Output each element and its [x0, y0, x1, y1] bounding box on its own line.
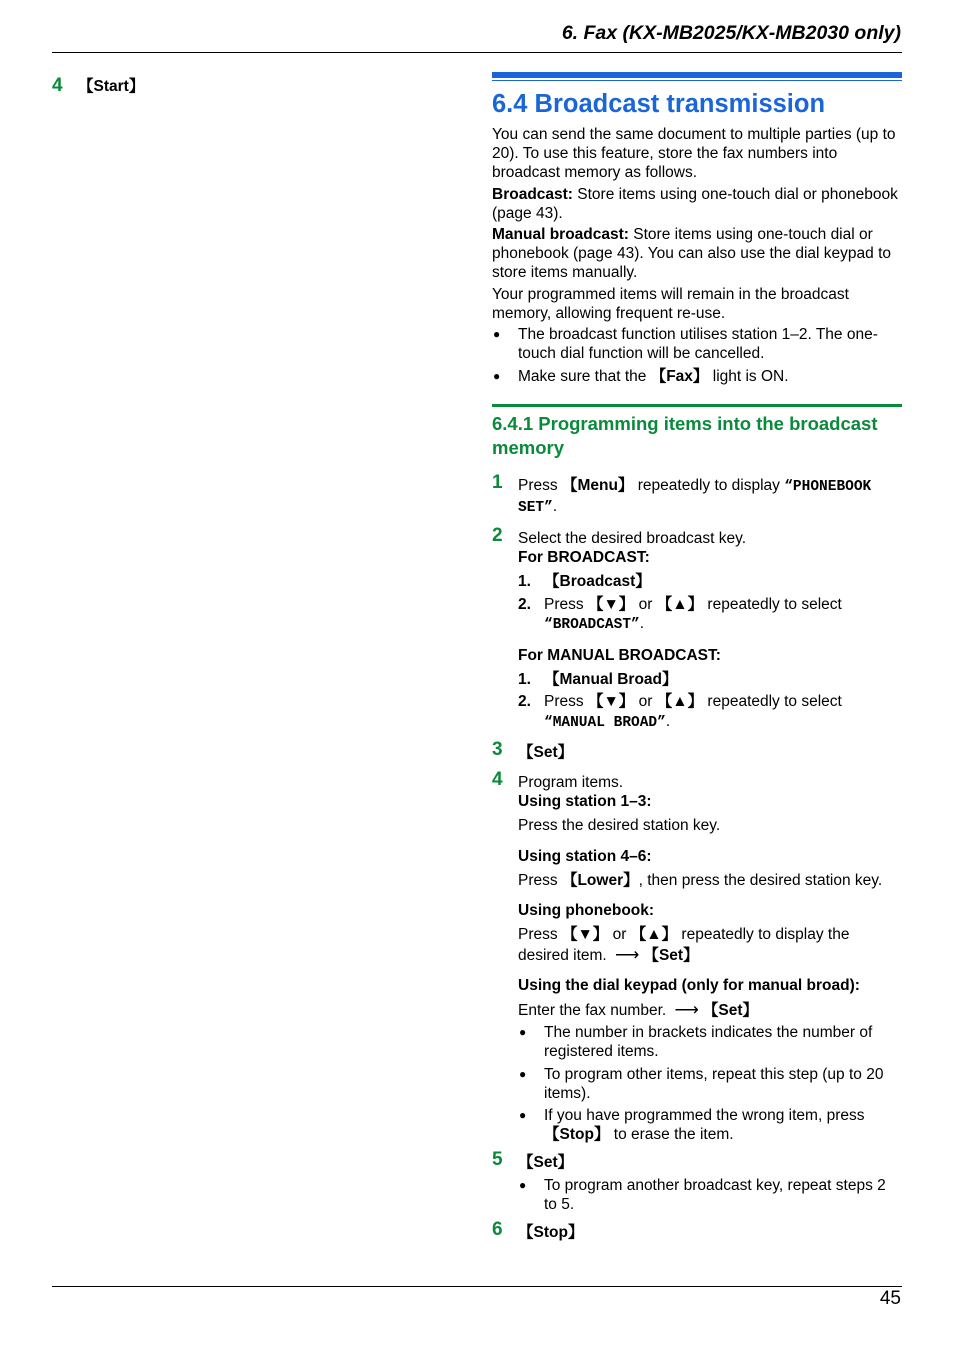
- step-number: 6: [492, 1218, 503, 1240]
- station-1-3-heading: Using station 1–3:: [518, 793, 652, 811]
- step-number: 2: [492, 525, 503, 547]
- start-key: 【 Start 】: [78, 78, 144, 95]
- section-title: 6.4 Broadcast transmission: [492, 90, 826, 118]
- set-key: 【 Set 】: [518, 1154, 573, 1171]
- step-number: 4: [52, 75, 63, 96]
- intro-paragraph: You can send the same document to multiple parties (up to 20). To use this feature, store the fax numbers into broadcast memory as follows.: [492, 126, 896, 182]
- section-bar-thin: [492, 80, 902, 81]
- set-key: 【 Set 】: [703, 1002, 758, 1019]
- manual-substep-1: 1. 【 Manual Broad 】: [518, 670, 902, 689]
- broadcast-text: Store items using one-touch dial or phonebook (page 43).: [492, 185, 898, 222]
- step-4: 4 Program items. Using station 1–3: Press the desired station key. Using station 4–6: Press 【 Lower 】 , then press the desired station key. Using phonebook: Press 【 ▼ 】 or 【 ▲ 】 repeatedly to display the desired item. ⟶【 Set 】 Using the dial keypad (only for manual broad): Enter the fax number. ⟶【 Set 】 ● The number in brackets indicates the number of registered items. ● To program other items, repeat this step (up to 20 items). ● If you have programmed the wrong item, press 【 Stop 】 to erase the item.: [492, 773, 902, 1144]
- step-number: 3: [492, 738, 503, 760]
- left-step-4: [52, 74, 144, 97]
- manual-substep-2: 2. Press 【 ▼ 】 or 【 ▲ 】 repeatedly to select “MANUAL BROAD”.: [518, 692, 902, 732]
- right-column: [492, 72, 902, 1242]
- step-3: [492, 738, 902, 762]
- stop-key: 【 Stop 】: [544, 1126, 609, 1143]
- header-rule: [52, 52, 902, 53]
- down-key: 【 ▼ 】: [588, 693, 634, 710]
- remain-paragraph: Your programmed items will remain in the broadcast memory, allowing frequent re-use.: [492, 285, 849, 322]
- manual-text: Store items using one-touch dial or phonebook (page 43). You can also use the dial keypad to store items manually.: [492, 226, 892, 282]
- note-bullet: ● The broadcast function utilises station 1–2. The one-touch dial function will be cancelled.: [492, 325, 902, 363]
- stop-key: 【 Stop 】: [518, 1224, 583, 1241]
- step-5: [492, 1149, 902, 1214]
- broadcast-label: Broadcast:: [492, 185, 573, 203]
- up-key: 【 ▲ 】: [631, 926, 677, 943]
- arrow-icon: ⟶: [615, 944, 640, 964]
- for-broadcast-heading: For BROADCAST:: [518, 549, 650, 567]
- note-bullet: ● Make sure that the 【 Fax 】 light is ON.: [492, 367, 902, 386]
- phonebook-heading: Using phonebook:: [518, 902, 655, 920]
- fax-key: 【 Fax 】: [651, 368, 709, 385]
- step-1: 1 Press 【 Menu 】 repeatedly to display “PHONEBOOK SET”.: [492, 476, 902, 518]
- page-number: 45: [879, 1288, 901, 1309]
- subsection-title: 6.4.1 Programming items into the broadcast memory: [492, 412, 878, 458]
- lower-key: 【 Lower 】: [562, 872, 639, 889]
- station-4-6-heading: Using station 4–6:: [518, 847, 652, 865]
- up-key: 【 ▲ 】: [657, 596, 703, 613]
- section-bar: [492, 72, 902, 78]
- step-number: 5: [492, 1149, 503, 1171]
- step-number: 4: [492, 769, 503, 791]
- dial-keypad-heading: Using the dial keypad (only for manual broad):: [518, 976, 860, 994]
- for-manual-heading: For MANUAL BROADCAST:: [518, 647, 721, 665]
- down-key: 【 ▼ 】: [588, 596, 634, 613]
- footer-rule: [52, 1286, 902, 1287]
- manual-label: Manual broadcast:: [492, 226, 629, 244]
- display-text: “PHONEBOOK SET”: [518, 478, 872, 516]
- step-4-bullet: ● If you have programmed the wrong item, press 【 Stop 】 to erase the item.: [518, 1106, 902, 1144]
- up-key: 【 ▲ 】: [657, 693, 703, 710]
- step-6: [492, 1218, 902, 1242]
- step-number: 1: [492, 471, 503, 493]
- manual-paragraph: [492, 225, 902, 283]
- step-5-bullet: ● To program another broadcast key, repeat steps 2 to 5.: [518, 1176, 902, 1214]
- step-2: 2 Select the desired broadcast key. For BROADCAST: 1. 【 Broadcast 】 2. Press 【 ▼ 】 or 【 ▲ 】 repeatedly to select “BROADCAST”. For MANUAL BROADCAST: 1. 【 Manual Broad 】 2. Press 【 ▼ 】 or 【 ▲ 】 repeatedly to select “MANUAL BROAD”.: [492, 529, 902, 733]
- step-4-bullet: ● The number in brackets indicates the number of registered items.: [518, 1023, 902, 1061]
- broadcast-key: 【 Broadcast 】: [544, 573, 651, 590]
- broadcast-substep-2: 2. Press 【 ▼ 】 or 【 ▲ 】 repeatedly to select “BROADCAST”.: [518, 595, 902, 635]
- display-text: “MANUAL BROAD”: [544, 714, 666, 731]
- down-key: 【 ▼ 】: [562, 926, 608, 943]
- display-text: “BROADCAST”: [544, 616, 640, 633]
- manual-broad-key: 【 Manual Broad 】: [544, 671, 678, 688]
- step-4-bullet: ● To program other items, repeat this step (up to 20 items).: [518, 1065, 902, 1103]
- menu-key: 【 Menu 】: [562, 477, 634, 494]
- running-header: 6. Fax (KX-MB2025/KX-MB2030 only): [561, 22, 901, 44]
- set-key: 【 Set 】: [643, 947, 698, 964]
- broadcast-substep-1: 1. 【 Broadcast 】: [518, 572, 902, 591]
- set-key: 【 Set 】: [518, 744, 573, 761]
- arrow-icon: ⟶: [674, 999, 699, 1019]
- broadcast-paragraph: [492, 185, 902, 223]
- subsection-bar: [492, 404, 902, 407]
